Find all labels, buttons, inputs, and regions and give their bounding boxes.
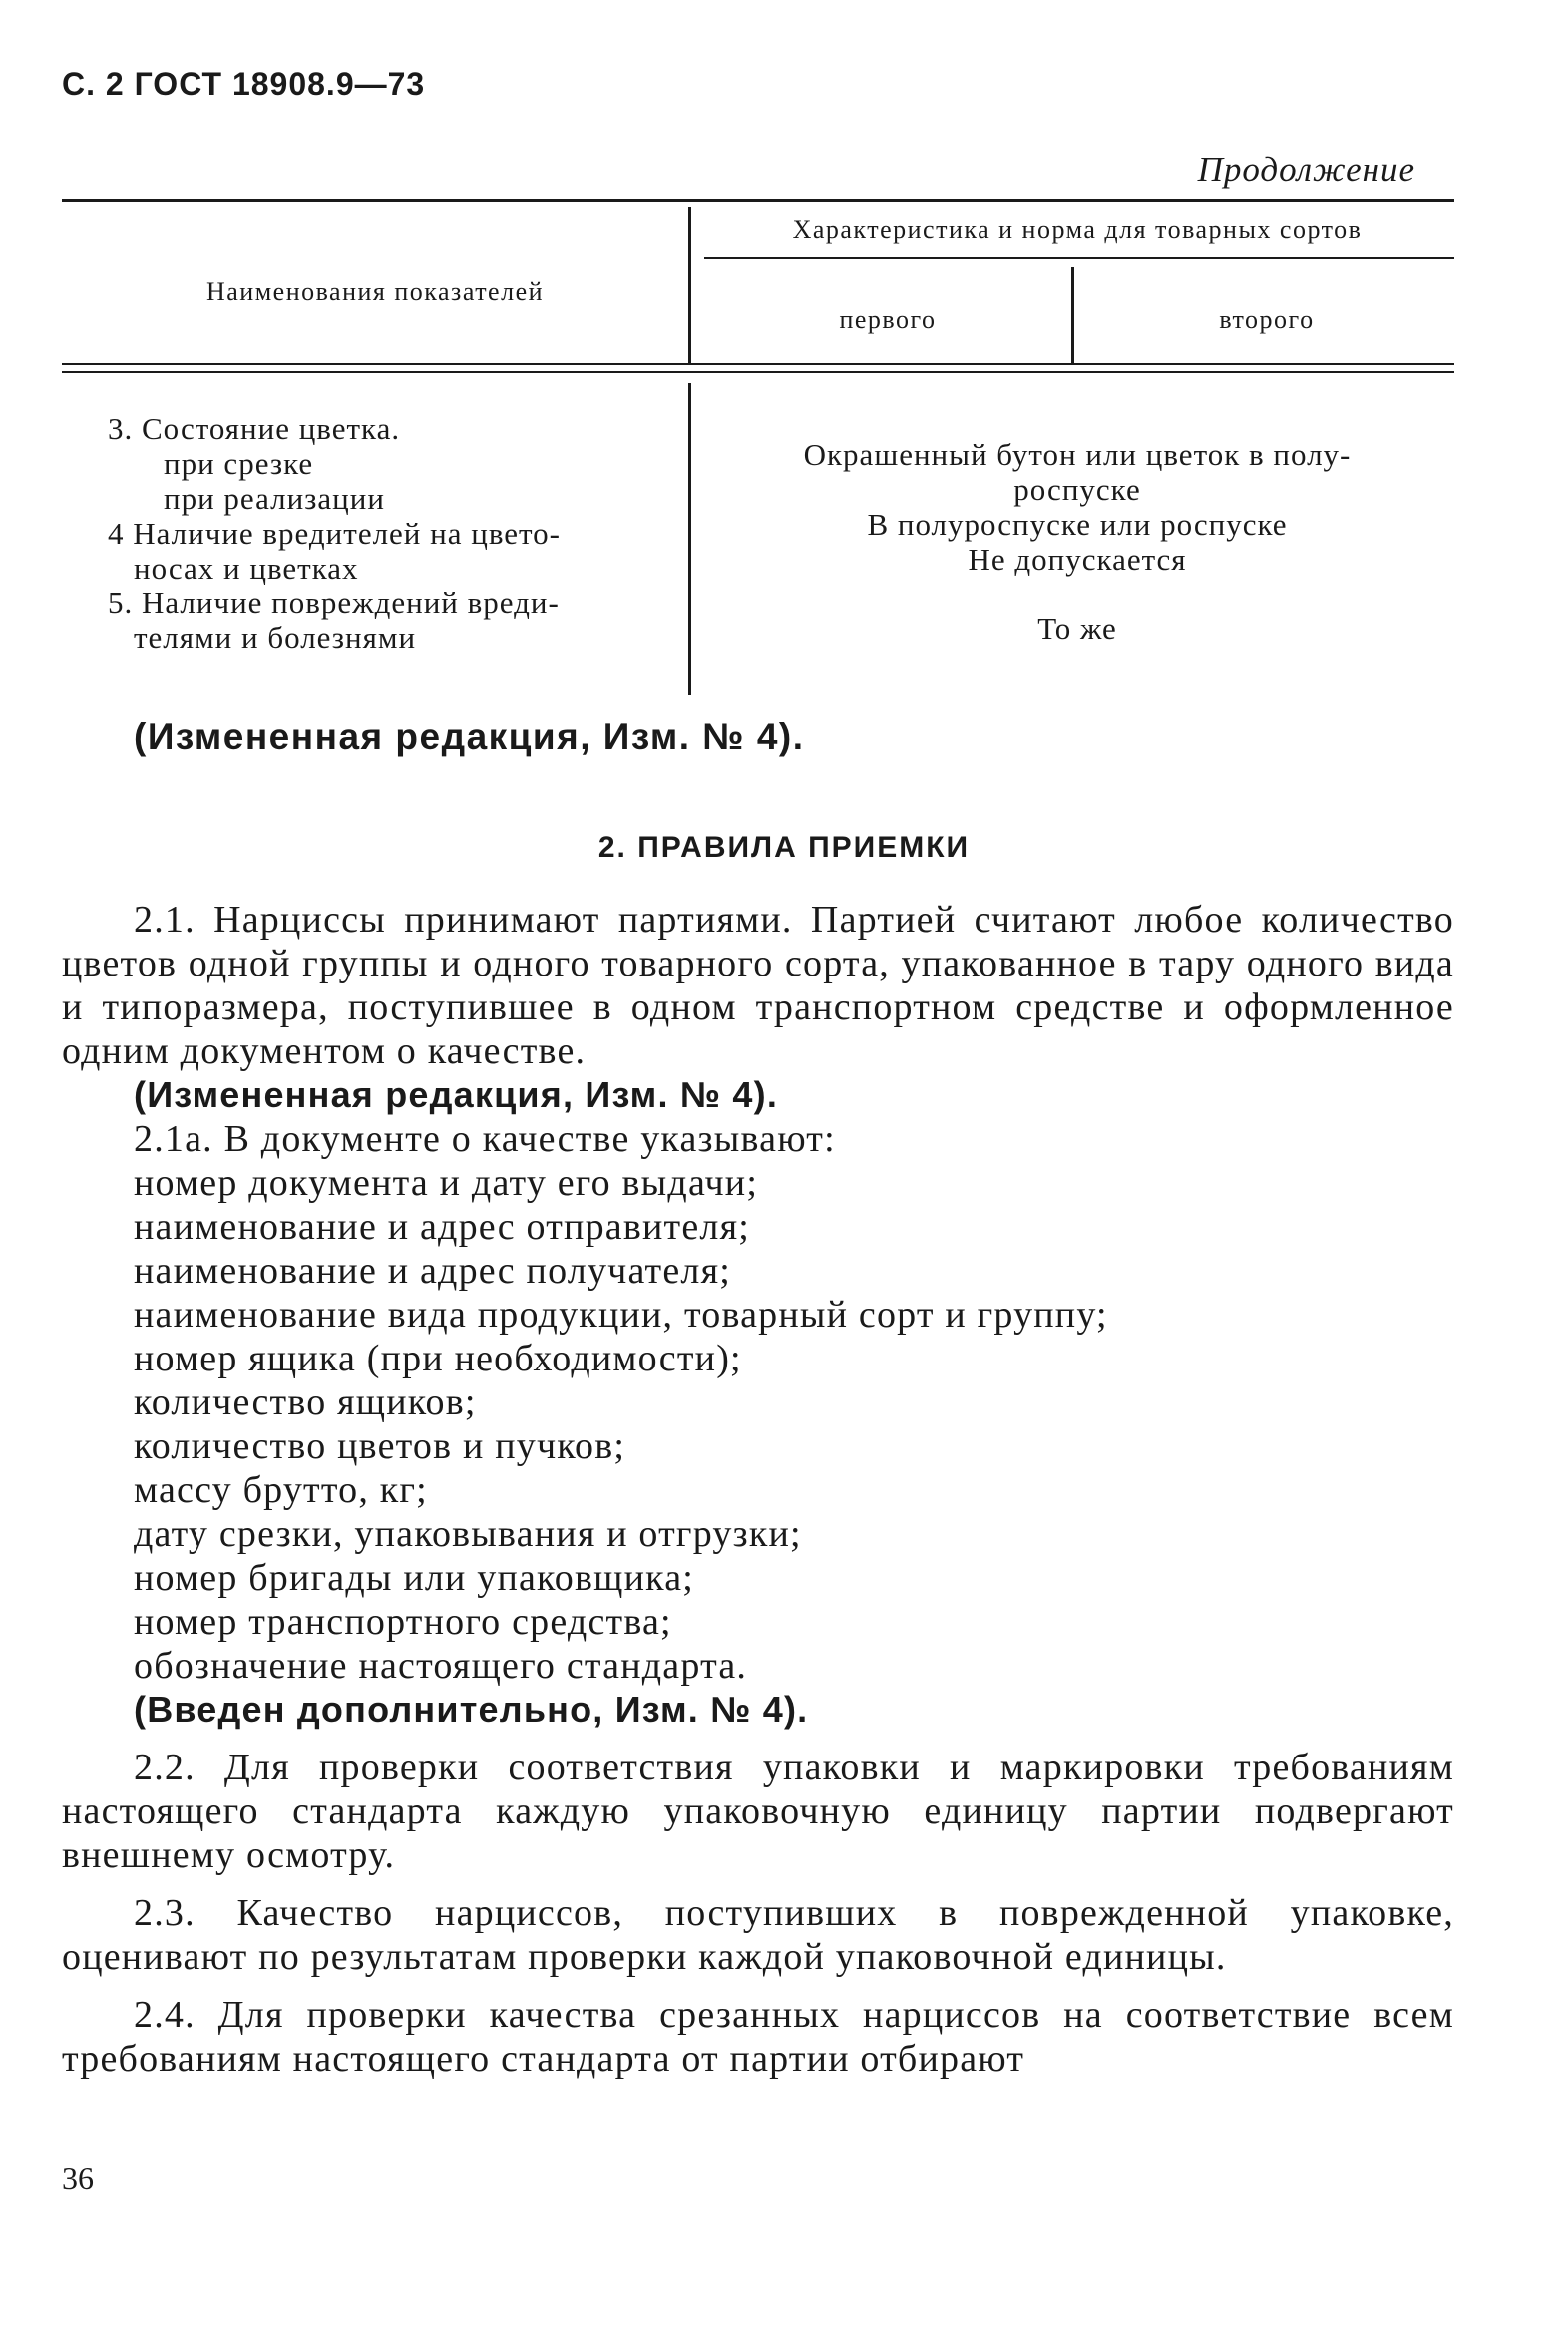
list-item: наименование и адрес получателя; — [134, 1250, 732, 1292]
amendment-note: (Измененная редакция, Изм. № 4). — [134, 716, 805, 757]
page-number: 36 — [62, 2160, 94, 2196]
header-second-grade: второго — [1219, 305, 1315, 334]
table-indicators-column — [108, 411, 706, 655]
table-norms-column — [700, 437, 1454, 646]
amendment-note: (Измененная редакция, Изм. № 4). — [134, 1074, 779, 1115]
norm-line: В полуроспуске или роспуске — [867, 507, 1288, 542]
table-header-divider — [688, 207, 691, 363]
norm-line: Окрашенный бутон или цветок в полу- — [803, 437, 1352, 472]
list-item: наименование и адрес отправителя; — [134, 1206, 751, 1248]
table-subheader-rule — [704, 257, 1454, 259]
list-item: наименование вида продукции, товарный сорт и группу; — [134, 1294, 1108, 1336]
list-item: массу брутто, кг; — [134, 1469, 428, 1511]
norm-line: Не допускается — [968, 542, 1187, 577]
section-title: 2. ПРАВИЛА ПРИЕМКИ — [597, 831, 971, 864]
list-item: дату срезки, упаковывания и отгрузки; — [134, 1513, 802, 1555]
paragraph-2-2: 2.2. Для проверки соответствия упаковки и маркировки требованиям настоящего стандарта каждую упаковочную единицу партии подвергают внешнему осмотру. — [62, 1747, 1454, 1876]
header-first-grade: первого — [839, 305, 937, 334]
norm-line: роспуске — [1013, 472, 1141, 507]
indicator-line: 3. Состояние цветка. — [108, 411, 401, 446]
paragraph-2-1: 2.1. Нарциссы принимают партиями. Партией считают любое количество цветов одной группы и одного товарного сорта, упакованное в тару одного вида и типоразмера, поступившее в одном транспортном средстве и оформленное одним документом о качестве. — [62, 899, 1454, 1072]
list-item: обозначение настоящего стандарта. — [134, 1645, 748, 1687]
table-header-rule-1 — [62, 363, 1454, 365]
indicators-table — [62, 199, 1454, 695]
paragraph-2-4: 2.4. Для проверки качества срезанных нарциссов на соответствие всем требованиям настоящего стандарта от партии отбирают — [62, 1994, 1454, 2080]
header-characteristics: Характеристика и норма для товарных сортов — [792, 215, 1363, 244]
indicator-line: при реализации — [164, 481, 385, 516]
indicator-line: носах и цветках — [134, 551, 359, 586]
table-continuation-label: Продолжение — [1197, 150, 1415, 189]
norm-line: То же — [1037, 611, 1117, 646]
list-item: номер транспортного средства; — [134, 1601, 672, 1643]
page-header: С. 2 ГОСТ 18908.9—73 — [62, 66, 426, 102]
table-top-rule — [62, 199, 1454, 202]
indicator-line: при срезке — [164, 446, 314, 481]
header-indicator-names: Наименования показателей — [205, 277, 545, 306]
paragraph-2-3: 2.3. Качество нарциссов, поступивших в поврежденной упаковке, оценивают по результатам проверки каждой упаковочной единицы. — [62, 1892, 1454, 1978]
section-body — [62, 898, 1454, 2081]
paragraph-2-1a: 2.1а. В документе о качестве указывают: — [134, 1118, 836, 1160]
indicator-line: 4 Наличие вредителей на цвето- — [108, 516, 562, 551]
list-item: номер ящика (при необходимости); — [134, 1338, 742, 1379]
list-item: номер документа и дату его выдачи; — [134, 1162, 759, 1204]
indicator-line: телями и болезнями — [134, 620, 417, 655]
list-item: номер бригады или упаковщика; — [134, 1557, 695, 1599]
list-item: количество цветов и пучков; — [134, 1425, 626, 1467]
list-item: количество ящиков; — [134, 1381, 477, 1423]
amendment-note: (Введен дополнительно, Изм. № 4). — [134, 1689, 809, 1730]
table-header-rule-2 — [62, 371, 1454, 373]
indicator-line: 5. Наличие повреждений вреди- — [108, 586, 560, 620]
